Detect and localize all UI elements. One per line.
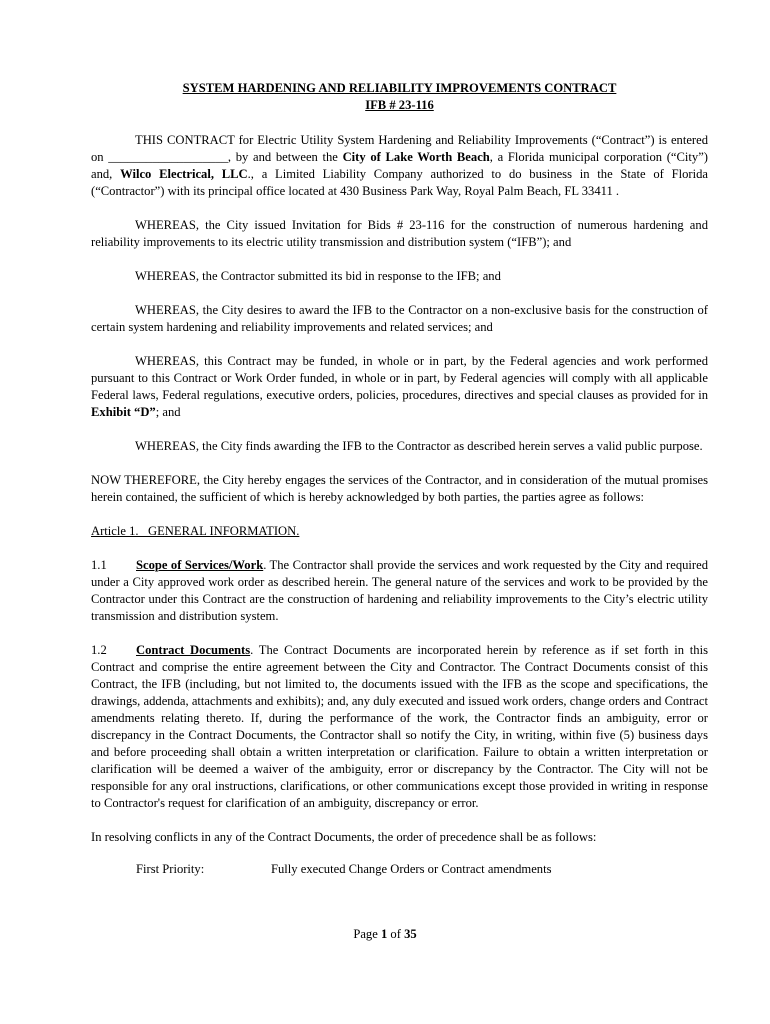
priority-row-1 xyxy=(91,861,708,878)
section-1-2-heading: Contract Documents xyxy=(136,643,251,657)
ifb-number: IFB # 23-116 xyxy=(365,98,434,112)
whereas-2: WHEREAS, the Contractor submitted its bid in response to the IFB; and xyxy=(135,269,501,283)
contractor-name: Wilco Electrical, LLC xyxy=(120,167,248,181)
exhibit-d-ref: Exhibit “D” xyxy=(91,405,156,419)
resolving-conflicts: In resolving conflicts in any of the Contract Documents, the order of precedence shall be as follows: xyxy=(91,830,597,844)
section-1-2 xyxy=(91,642,708,812)
page-prefix: Page xyxy=(353,927,381,941)
whereas-1: WHEREAS, the City issued Invitation for Bids # 23-116 for the construction of numerous hardening and reliability improvements to its electric utility transmission and distribution system (“IFB”); and xyxy=(91,218,708,249)
page-number: 1 xyxy=(380,927,388,941)
whereas-5: WHEREAS, the City finds awarding the IFB to the Contractor as described herein serves a valid public purpose. xyxy=(135,439,703,453)
section-1-1-number: 1.1 xyxy=(91,558,107,572)
whereas-4-text: WHEREAS, this Contract may be funded, in whole or in part, by the Federal agencies and work performed pursuant to this Contract or Work Order funded, in whole or in part, by Federal agencies will comply with all applicable Federal laws, Federal regulations, executive orders, policies, procedures, directives and special clauses as provided for in xyxy=(91,354,708,402)
page-footer xyxy=(0,927,770,942)
whereas-4-end: ; and xyxy=(155,405,181,419)
page-total: 35 xyxy=(404,927,417,941)
intro-paragraph xyxy=(91,132,708,200)
whereas-3: WHEREAS, the City desires to award the IFB to the Contractor on a non-exclusive basis for the construction of certain system hardening and reliability improvements and related services; and xyxy=(91,303,708,334)
intro-text-3: ., a Limited Liability Company authorized to do business in the State of Florida (“Contractor”) with its principal office located at 430 Business Park Way, Royal Palm Beach, FL 33411 . xyxy=(91,167,708,198)
city-name: City of Lake Worth Beach xyxy=(342,150,490,164)
section-1-1-heading: Scope of Services/Work xyxy=(136,558,264,572)
page-content xyxy=(91,80,708,878)
page-of: of xyxy=(387,927,405,941)
section-1-2-text: . The Contract Documents are incorporated herein by reference as if set forth in this Contract and comprise the entire agreement between the City and Contractor. The Contract Documents consist of this Contract, the IFB (including, but not limited to, the documents issued with the IFB as the scope and specifications, the drawings, addenda, attachments and exhibits); and, any duly executed and issued work orders, change orders and Contract amendments relating thereto. If, during the performance of the work, the Contractor finds an ambiguity, error or discrepancy in the Contract Documents, the Contractor shall so notify the City, in writing, within five (5) business days and before proceeding shall obtain a written interpretation or clarification. Failure to obtain a written interpretation or clarification will be deemed a waiver of the ambiguity, error or discrepancy by the Contractor. The City will not be responsible for any oral instructions, clarifications, or other communications except those provided in writing in response to Contractor's request for clarification of an ambiguity, discrepancy or error. xyxy=(91,643,708,810)
priority-value: Fully executed Change Orders or Contract amendments xyxy=(271,862,552,876)
section-1-1-text: . The Contractor shall provide the services and work requested by the City and required under a City approved work order as described herein. The general nature of the services and work to be provided by the Contractor under this Contract are the construction of hardening and reliability improvements to the City’s electric utility transmission and distribution system. xyxy=(91,558,708,623)
intro-text-2: , a Florida municipal corporation (“City”) and, xyxy=(91,150,708,181)
contract-title: SYSTEM HARDENING AND RELIABILITY IMPROVEMENTS CONTRACT xyxy=(182,81,617,95)
now-therefore: NOW THEREFORE, the City hereby engages the services of the Contractor, and in consideration of the mutual promises herein contained, the sufficient of which is hereby acknowledged by both parties, the parties agree as follows: xyxy=(91,473,708,504)
whereas-4 xyxy=(91,353,708,421)
priority-label: First Priority: xyxy=(136,862,205,876)
intro-text-1: THIS CONTRACT for Electric Utility System Hardening and Reliability Improvements (“Contract”) is entered on ___________________, by and between the xyxy=(91,133,708,164)
article-1-heading: Article 1. GENERAL INFORMATION. xyxy=(91,524,300,538)
section-1-2-number: 1.2 xyxy=(91,643,107,657)
section-1-1 xyxy=(91,557,708,625)
